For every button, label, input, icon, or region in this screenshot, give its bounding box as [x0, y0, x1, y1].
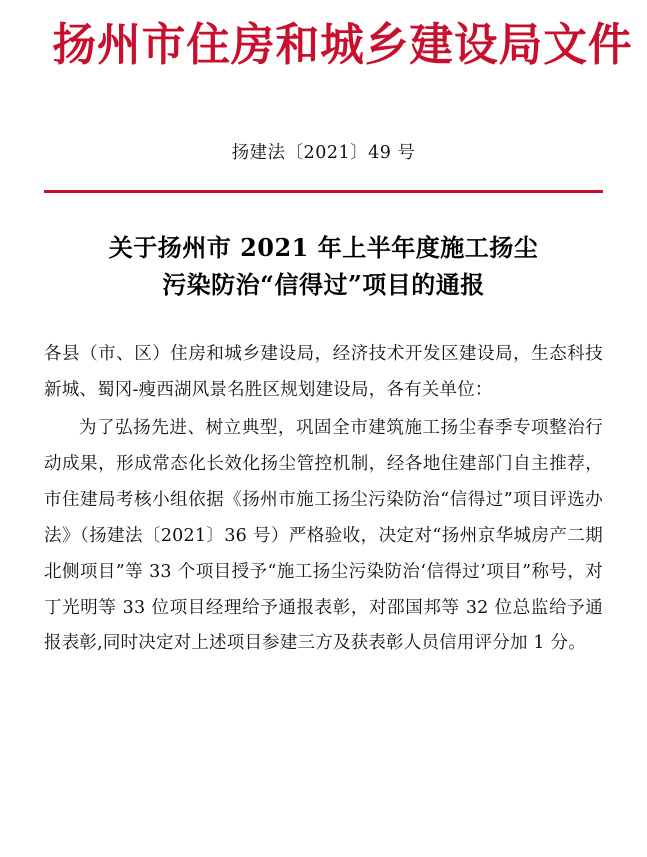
- title-line-2: 污染防治“信得过”项目的通报: [162, 270, 485, 300]
- paragraph-main: 为了弘扬先进、树立典型，巩固全市建筑施工扬尘春季专项整治行动成果，形成常态化长效化扬尘管控机制，经各地住建部门自主推荐，市住建局考核小组依据《扬州市施工扬尘污染防治“信得过”项目评选办法》（扬建法〔2021〕36 号）严格验收，决定对“扬州京华城房产二期北侧项目”等 33 个项目授予“施工扬尘污染防治‘信得过’项目”称号，对丁光明等 33 位项目经理给予通报表彰，对邵国邦等 32 位总监给予通报表彰,同时决定对上述项目参建三方及获表彰人员信用评分加 1 分。: [44, 418, 603, 654]
- red-divider-rule: [44, 190, 603, 193]
- paragraph-addressees: 各县（市、区）住房和城乡建设局，经济技术开发区建设局，生态科技新城、蜀冈-瘦西湖风景名胜区规划建设局，各有关单位：: [44, 344, 603, 401]
- document-page: [0, 18, 647, 857]
- document-number: 扬建法〔2021〕49 号: [231, 143, 416, 164]
- title-line-1: 关于扬州市 2021 年上半年度施工扬尘: [108, 233, 539, 263]
- document-title: [44, 229, 603, 303]
- document-masthead: 扬州市住房和城乡建设局文件: [52, 18, 633, 71]
- document-body: [44, 337, 603, 662]
